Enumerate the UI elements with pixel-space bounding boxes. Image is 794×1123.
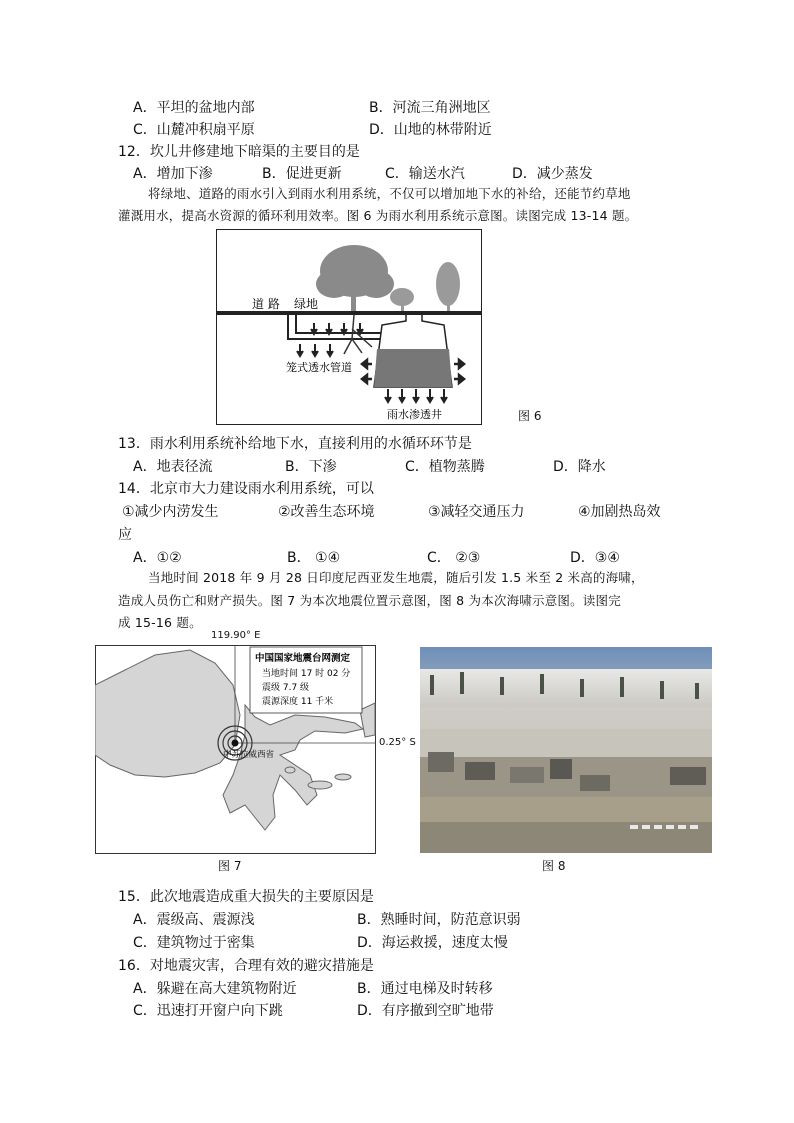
passage2-line3: 成 15-16 题。 xyxy=(118,615,202,630)
label-pipe: 笼式透水管道 xyxy=(286,361,352,374)
fig7-longitude: 119.90° E xyxy=(211,630,261,641)
q11-option-c: C．山麓冲积扇平原 xyxy=(133,122,255,138)
q15-option-c: C．建筑物过于密集 xyxy=(133,935,255,951)
q12-option-b: B．促进更新 xyxy=(262,166,342,182)
fig7-info-magnitude: 震级 7.7 级 xyxy=(262,683,310,693)
fig7-info-time: 当地时间 17 时 02 分 xyxy=(262,669,351,679)
seepage-well xyxy=(374,315,452,387)
q12-option-d: D．减少蒸发 xyxy=(512,166,593,182)
fig7-province: 中苏拉威西省 xyxy=(223,750,275,760)
q14-option-b: B． ①④ xyxy=(287,550,341,566)
q14-statement-4-cont: 应 xyxy=(118,527,132,543)
q12-stem: 12．坎儿井修建地下暗渠的主要目的是 xyxy=(118,144,360,160)
q15-option-a: A．震级高、震源浅 xyxy=(133,912,255,928)
q15-option-d: D．海运救援，速度太慢 xyxy=(357,935,508,951)
fig7-info-depth: 震源深度 11 千米 xyxy=(262,697,334,707)
figure-6-rainwater-system xyxy=(216,229,482,425)
q14-option-d: D．③④ xyxy=(570,550,620,566)
q14-option-a: A．①② xyxy=(133,550,182,566)
q16-option-b: B．通过电梯及时转移 xyxy=(357,981,493,997)
q14-statement-1: ①减少内涝发生 xyxy=(122,504,219,520)
fig7-latitude: 0.25° S xyxy=(379,737,416,748)
q14-statement-2: ②改善生态环境 xyxy=(278,504,375,520)
q11-option-d: D．山地的林带附近 xyxy=(369,122,492,138)
q12-option-a: A．增加下渗 xyxy=(133,166,213,182)
passage2-line1: 当地时间 2018 年 9 月 28 日印度尼西亚发生地震，随后引发 1.5 米至 2 米高的海啸， xyxy=(148,570,644,585)
q13-option-d: D．降水 xyxy=(553,459,606,475)
q12-option-c: C．输送水汽 xyxy=(385,166,465,182)
figure-8-caption: 图 8 xyxy=(542,859,566,873)
fig7-info-title: 中国国家地震台网测定 xyxy=(255,653,351,664)
q13-stem: 13．雨水利用系统补给地下水，直接利用的水循环环节是 xyxy=(118,436,472,452)
label-well: 雨水渗透井 xyxy=(387,408,442,421)
q16-stem: 16．对地震灾害，合理有效的避灾措施是 xyxy=(118,958,374,974)
passage1-line2: 灌溉用水，提高水资源的循环利用效率。图 6 为雨水利用系统示意图。读图完成 13-14 题。 xyxy=(118,208,638,223)
q13-option-a: A．地表径流 xyxy=(133,459,213,475)
label-green: 绿地 xyxy=(294,297,319,311)
figure-7-map xyxy=(95,645,376,854)
passage1-line1: 将绿地、道路的雨水引入到雨水利用系统，不仅可以增加地下水的补给，还能节约草地 xyxy=(148,186,631,201)
q16-option-a: A．躲避在高大建筑物附近 xyxy=(133,981,297,997)
q14-statement-4: ④加剧热岛效 xyxy=(578,504,661,520)
figure-7-earthquake-map xyxy=(95,645,376,854)
figure-6-diagram xyxy=(216,229,482,425)
q14-option-c: C． ②③ xyxy=(427,550,481,566)
label-road: 道 路 xyxy=(252,297,280,311)
q13-option-b: B．下渗 xyxy=(285,459,337,475)
q16-option-d: D．有序撤到空旷地带 xyxy=(357,1003,494,1019)
q15-stem: 15．此次地震造成重大损失的主要原因是 xyxy=(118,889,374,905)
q15-option-b: B．熟睡时间，防范意识弱 xyxy=(357,912,521,928)
passage2-line2: 造成人员伤亡和财产损失。图 7 为本次地震位置示意图，图 8 为本次海啸示意图。读图完 xyxy=(118,593,621,608)
figure-7-caption: 图 7 xyxy=(218,859,242,873)
figure-6-caption: 图 6 xyxy=(518,409,542,423)
figure-8-tsunami-photo xyxy=(420,647,712,853)
q14-stem: 14．北京市大力建设雨水利用系统，可以 xyxy=(118,481,374,497)
q16-option-c: C．迅速打开窗户向下跳 xyxy=(133,1003,283,1019)
q11-option-a: A．平坦的盆地内部 xyxy=(133,100,255,116)
q13-option-c: C．植物蒸腾 xyxy=(405,459,485,475)
figure-8-photo xyxy=(420,647,712,853)
q14-statement-3: ③减轻交通压力 xyxy=(428,504,525,520)
q11-option-b: B．河流三角洲地区 xyxy=(369,100,491,116)
